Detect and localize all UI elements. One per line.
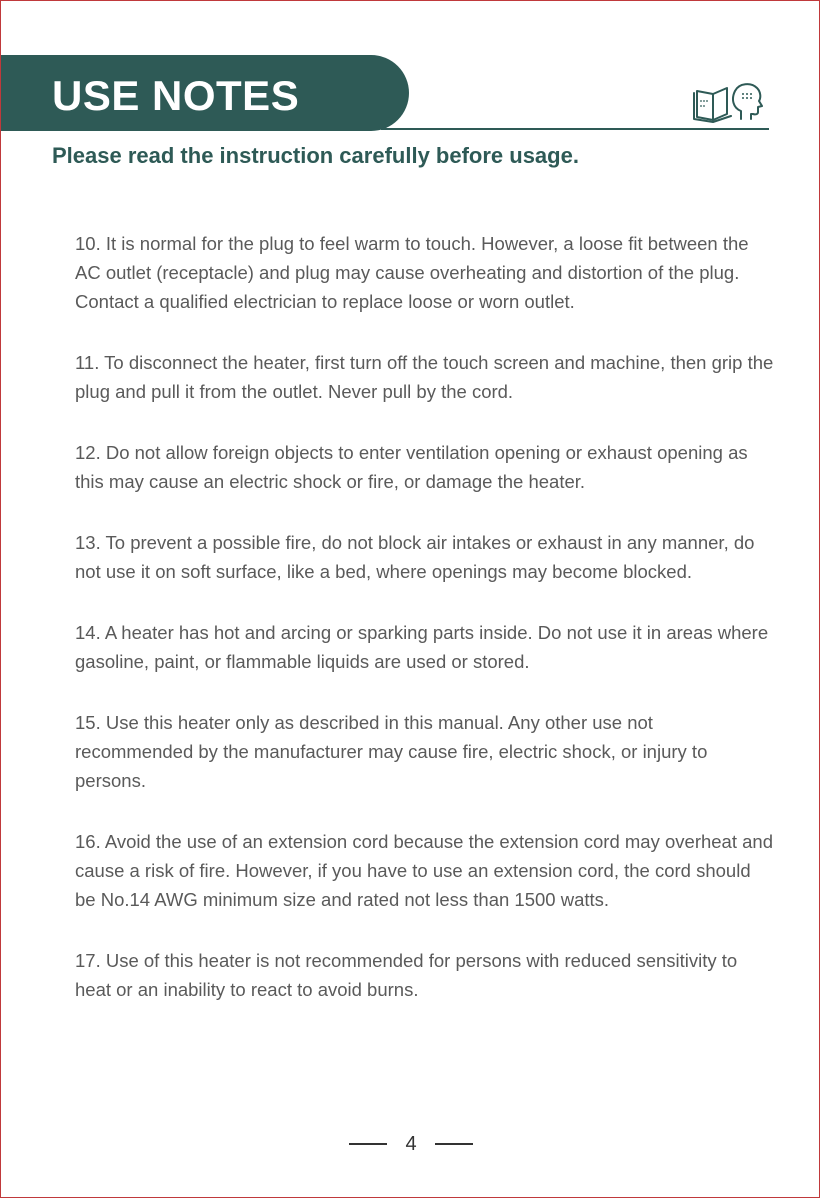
footer-rule-left	[349, 1143, 387, 1145]
note-item: 10. It is normal for the plug to feel warm to touch. However, a loose fit between the AC outlet (receptacle) and plug may cause overheating and distortion of the plug. Contact a qualified electrician to replace loose or worn outlet.	[75, 233, 749, 312]
note-item: 17. Use of this heater is not recommended for persons with reduced sensitivity to heat or an inability to react to avoid burns.	[75, 950, 738, 1000]
note-item: 12. Do not allow foreign objects to enter ventilation opening or exhaust opening as this may cause an electric shock or fire, or damage the heater.	[75, 442, 748, 492]
notes-list	[75, 229, 775, 1036]
note-item: 11. To disconnect the heater, first turn off the touch screen and machine, then grip the plug and pull it from the outlet. Never pull by the cord.	[75, 352, 774, 402]
page-number: 4	[405, 1132, 417, 1155]
note-item: 15. Use this heater only as described in this manual. Any other use not recommended by the manufacturer may cause fire, electric shock, or injury to persons.	[75, 712, 708, 791]
note-item: 14. A heater has hot and arcing or sparking parts inside. Do not use it in areas where gasoline, paint, or flammable liquids are used or stored.	[75, 622, 769, 672]
page-title: USE NOTES	[52, 72, 300, 119]
page-footer	[1, 1129, 820, 1159]
page-subtitle: Please read the instruction carefully before usage.	[52, 143, 579, 168]
manual-reading-icon	[691, 79, 765, 123]
note-item: 16. Avoid the use of an extension cord because the extension cord may overheat and cause a risk of fire. However, if you have to use an extension cord, the cord should be No.14 AWG minimum size and rated not less than 1500 watts.	[75, 831, 773, 910]
note-item: 13. To prevent a possible fire, do not block air intakes or exhaust in any manner, do not use it on soft surface, like a bed, where openings may become blocked.	[75, 532, 755, 582]
header-divider	[381, 128, 769, 130]
footer-rule-right	[435, 1143, 473, 1145]
